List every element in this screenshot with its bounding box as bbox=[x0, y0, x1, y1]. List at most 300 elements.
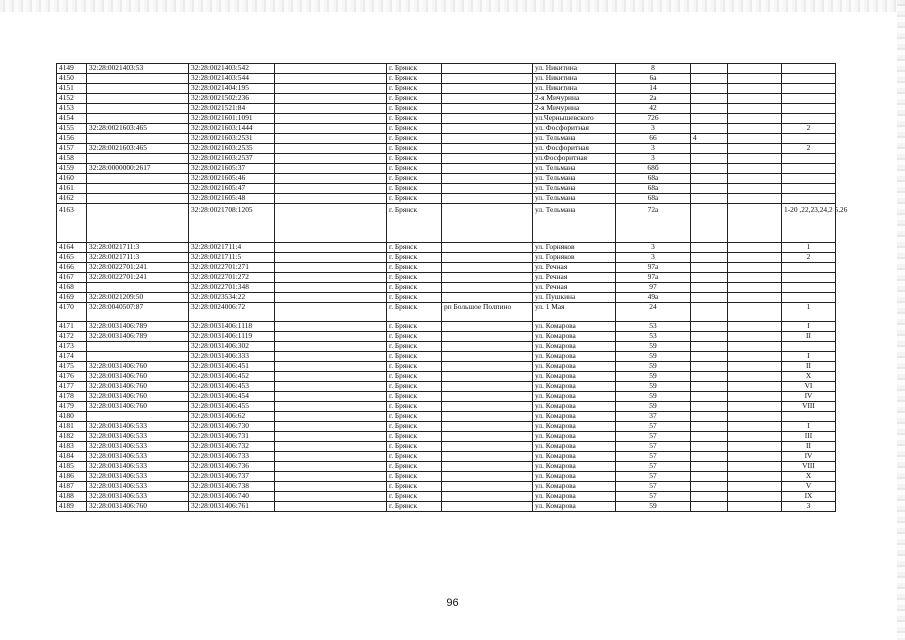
cell-house: 24 bbox=[616, 303, 691, 322]
cell-loc bbox=[442, 332, 533, 342]
cell-c bbox=[275, 332, 387, 342]
cell-g bbox=[728, 372, 782, 382]
table-row bbox=[57, 492, 836, 502]
page-number: 96 bbox=[446, 597, 459, 609]
cell-a bbox=[87, 94, 189, 104]
cell-a: 32:28:0021403:53 bbox=[87, 64, 189, 74]
cell-c bbox=[275, 114, 387, 124]
cell-c bbox=[275, 462, 387, 472]
cell-city: г. Брянск bbox=[387, 74, 442, 84]
cell-b: 32:28:0021711:5 bbox=[189, 253, 275, 263]
cell-h: I bbox=[782, 322, 836, 332]
cell-a: 32:28:0021711:3 bbox=[87, 253, 189, 263]
cell-city: г. Брянск bbox=[387, 204, 442, 243]
cell-b: 32:28:0031406:732 bbox=[189, 442, 275, 452]
cell-street: ул. Речная bbox=[533, 283, 616, 293]
cell-g bbox=[728, 154, 782, 164]
cell-n: 4163 bbox=[57, 204, 87, 243]
cell-house: 726 bbox=[616, 114, 691, 124]
cell-c bbox=[275, 342, 387, 352]
cell-c bbox=[275, 194, 387, 204]
cell-house: 68а bbox=[616, 174, 691, 184]
cell-f bbox=[691, 84, 728, 94]
table-row bbox=[57, 372, 836, 382]
cell-g bbox=[728, 263, 782, 273]
cell-loc bbox=[442, 402, 533, 412]
cell-street: ул. Тельмана bbox=[533, 204, 616, 243]
cell-city: г. Брянск bbox=[387, 104, 442, 114]
cell-n: 4186 bbox=[57, 472, 87, 482]
cell-city: г. Брянск bbox=[387, 293, 442, 303]
cell-g bbox=[728, 342, 782, 352]
cell-house: 59 bbox=[616, 502, 691, 512]
cell-f bbox=[691, 184, 728, 194]
cell-b: 32:28:0031406:453 bbox=[189, 382, 275, 392]
cell-f: 4 bbox=[691, 134, 728, 144]
cell-loc bbox=[442, 412, 533, 422]
cell-house: 57 bbox=[616, 482, 691, 492]
cell-city: г. Брянск bbox=[387, 372, 442, 382]
cell-street: ул. Комарова bbox=[533, 342, 616, 352]
cell-g bbox=[728, 422, 782, 432]
cell-n: 4150 bbox=[57, 74, 87, 84]
cell-c bbox=[275, 94, 387, 104]
cell-h: VIII bbox=[782, 462, 836, 472]
cell-g bbox=[728, 392, 782, 402]
cell-h bbox=[782, 114, 836, 124]
cell-a: 32:28:0031406:533 bbox=[87, 492, 189, 502]
cell-b: 32:28:0021603:1444 bbox=[189, 124, 275, 134]
cell-city: г. Брянск bbox=[387, 243, 442, 253]
cell-b: 32:28:0031406:738 bbox=[189, 482, 275, 492]
cell-h: V bbox=[782, 482, 836, 492]
table-row bbox=[57, 164, 836, 174]
table-row bbox=[57, 422, 836, 432]
cell-g bbox=[728, 362, 782, 372]
cell-loc bbox=[442, 184, 533, 194]
cell-b: 32:28:0021603:2535 bbox=[189, 144, 275, 154]
cell-street: ул.Чернышевского bbox=[533, 114, 616, 124]
cell-house: 59 bbox=[616, 342, 691, 352]
cell-street: ул. Комарова bbox=[533, 412, 616, 422]
cell-n: 4169 bbox=[57, 293, 87, 303]
cell-city: г. Брянск bbox=[387, 263, 442, 273]
cell-h: II bbox=[782, 442, 836, 452]
cell-a: 32:28:0031406:760 bbox=[87, 402, 189, 412]
cell-street: ул. 1 Мая bbox=[533, 303, 616, 322]
table-row bbox=[57, 452, 836, 462]
cell-f bbox=[691, 442, 728, 452]
cell-h: VI bbox=[782, 382, 836, 392]
cell-street: ул. Горняков bbox=[533, 253, 616, 263]
cell-house: 14 bbox=[616, 84, 691, 94]
cell-street: ул. Фосфоритная bbox=[533, 124, 616, 134]
table-row bbox=[57, 342, 836, 352]
table-row bbox=[57, 174, 836, 184]
cell-g bbox=[728, 293, 782, 303]
table-row bbox=[57, 134, 836, 144]
table-row bbox=[57, 84, 836, 94]
table-row bbox=[57, 442, 836, 452]
cell-g bbox=[728, 352, 782, 362]
cell-a: 32:28:0031406:533 bbox=[87, 432, 189, 442]
cell-house: 3 bbox=[616, 253, 691, 263]
cell-c bbox=[275, 144, 387, 154]
cell-house: 53 bbox=[616, 332, 691, 342]
cell-g bbox=[728, 412, 782, 422]
cell-h bbox=[782, 194, 836, 204]
cell-n: 4159 bbox=[57, 164, 87, 174]
cell-a bbox=[87, 204, 189, 243]
cell-street: ул. Комарова bbox=[533, 482, 616, 492]
cell-house: 59 bbox=[616, 362, 691, 372]
cell-c bbox=[275, 362, 387, 372]
table-row bbox=[57, 273, 836, 283]
cell-h: 1 bbox=[782, 303, 836, 322]
cell-house: 57 bbox=[616, 472, 691, 482]
cell-g bbox=[728, 144, 782, 154]
cell-h bbox=[782, 342, 836, 352]
cell-loc bbox=[442, 273, 533, 283]
cell-f bbox=[691, 502, 728, 512]
cell-n: 4177 bbox=[57, 382, 87, 392]
cell-h bbox=[782, 74, 836, 84]
cell-c bbox=[275, 303, 387, 322]
cell-g bbox=[728, 124, 782, 134]
cell-city: г. Брянск bbox=[387, 502, 442, 512]
cell-f bbox=[691, 194, 728, 204]
cell-house: 59 bbox=[616, 352, 691, 362]
cell-house: 57 bbox=[616, 462, 691, 472]
cell-loc bbox=[442, 243, 533, 253]
cell-h: VIII bbox=[782, 402, 836, 412]
cell-street: ул. Никитина bbox=[533, 74, 616, 84]
table-row bbox=[57, 303, 836, 322]
cell-f bbox=[691, 452, 728, 462]
cell-house: 53 bbox=[616, 322, 691, 332]
cell-c bbox=[275, 352, 387, 362]
cell-street: ул. Комарова bbox=[533, 442, 616, 452]
cell-city: г. Брянск bbox=[387, 462, 442, 472]
cell-street: ул. Комарова bbox=[533, 452, 616, 462]
cell-b: 32:28:0031406:737 bbox=[189, 472, 275, 482]
cell-loc bbox=[442, 253, 533, 263]
cell-b: 32:28:0031406:731 bbox=[189, 432, 275, 442]
register-table bbox=[56, 63, 848, 512]
cell-loc bbox=[442, 94, 533, 104]
cell-city: г. Брянск bbox=[387, 402, 442, 412]
cell-a: 32:28:0021209:50 bbox=[87, 293, 189, 303]
cell-f bbox=[691, 432, 728, 442]
cell-b: 32:28:0031406:333 bbox=[189, 352, 275, 362]
table-row bbox=[57, 482, 836, 492]
cell-g bbox=[728, 174, 782, 184]
cell-c bbox=[275, 412, 387, 422]
cell-loc bbox=[442, 283, 533, 293]
cell-h: I bbox=[782, 422, 836, 432]
cell-city: г. Брянск bbox=[387, 432, 442, 442]
cell-g bbox=[728, 64, 782, 74]
cell-n: 4181 bbox=[57, 422, 87, 432]
cell-street: ул. Горняков bbox=[533, 243, 616, 253]
cell-house: 59 bbox=[616, 372, 691, 382]
table-row bbox=[57, 502, 836, 512]
cell-a bbox=[87, 84, 189, 94]
cell-loc bbox=[442, 134, 533, 144]
cell-loc bbox=[442, 362, 533, 372]
cell-a: 32:28:0031406:533 bbox=[87, 482, 189, 492]
cell-a bbox=[87, 283, 189, 293]
cell-loc bbox=[442, 342, 533, 352]
cell-n: 4187 bbox=[57, 482, 87, 492]
table-row bbox=[57, 194, 836, 204]
cell-a: 32:28:0031406:760 bbox=[87, 382, 189, 392]
cell-h bbox=[782, 104, 836, 114]
cell-a: 32:28:0031406:533 bbox=[87, 422, 189, 432]
cell-house: 68б bbox=[616, 164, 691, 174]
cell-n: 4172 bbox=[57, 332, 87, 342]
cell-a: 32:28:0021603:465 bbox=[87, 144, 189, 154]
table-row bbox=[57, 94, 836, 104]
cell-loc bbox=[442, 84, 533, 94]
cell-n: 4152 bbox=[57, 94, 87, 104]
cell-house: 3 bbox=[616, 144, 691, 154]
cell-f bbox=[691, 352, 728, 362]
table-row bbox=[57, 412, 836, 422]
cell-city: г. Брянск bbox=[387, 342, 442, 352]
cell-f bbox=[691, 322, 728, 332]
table-row bbox=[57, 472, 836, 482]
cell-n: 4155 bbox=[57, 124, 87, 134]
cell-b: 32:28:0021605:37 bbox=[189, 164, 275, 174]
cell-c bbox=[275, 482, 387, 492]
cell-city: г. Брянск bbox=[387, 392, 442, 402]
cell-b: 32:28:0031406:455 bbox=[189, 402, 275, 412]
cell-loc bbox=[442, 174, 533, 184]
cell-f bbox=[691, 472, 728, 482]
cell-street: ул.Фосфоритная bbox=[533, 154, 616, 164]
cell-g bbox=[728, 134, 782, 144]
cell-house: 57 bbox=[616, 432, 691, 442]
table-row bbox=[57, 104, 836, 114]
cell-n: 4188 bbox=[57, 492, 87, 502]
cell-loc bbox=[442, 293, 533, 303]
cell-f bbox=[691, 64, 728, 74]
cell-f bbox=[691, 124, 728, 134]
cell-g bbox=[728, 74, 782, 84]
cell-n: 4174 bbox=[57, 352, 87, 362]
cell-b: 32:28:0021711:4 bbox=[189, 243, 275, 253]
table-row bbox=[57, 253, 836, 263]
cell-h: X bbox=[782, 472, 836, 482]
cell-city: г. Брянск bbox=[387, 194, 442, 204]
cell-a bbox=[87, 412, 189, 422]
cell-h bbox=[782, 412, 836, 422]
cell-n: 4185 bbox=[57, 462, 87, 472]
cell-c bbox=[275, 74, 387, 84]
cell-n: 4170 bbox=[57, 303, 87, 322]
cell-house: 97 bbox=[616, 283, 691, 293]
table-row bbox=[57, 293, 836, 303]
cell-n: 4153 bbox=[57, 104, 87, 114]
cell-house: 66 bbox=[616, 134, 691, 144]
cell-loc bbox=[442, 154, 533, 164]
cell-house: 68а bbox=[616, 194, 691, 204]
cell-f bbox=[691, 382, 728, 392]
cell-n: 4151 bbox=[57, 84, 87, 94]
cell-house: 59 bbox=[616, 382, 691, 392]
cell-street: ул. Комарова bbox=[533, 472, 616, 482]
cell-loc: рп Большое Полпино bbox=[442, 303, 533, 322]
cell-f bbox=[691, 204, 728, 243]
table-row bbox=[57, 283, 836, 293]
cell-street: ул. Комарова bbox=[533, 372, 616, 382]
cell-loc bbox=[442, 432, 533, 442]
cell-h bbox=[782, 94, 836, 104]
cell-loc bbox=[442, 382, 533, 392]
cell-city: г. Брянск bbox=[387, 64, 442, 74]
cell-city: г. Брянск bbox=[387, 362, 442, 372]
cell-loc bbox=[442, 322, 533, 332]
cell-house: 57 bbox=[616, 422, 691, 432]
cell-house: 2а bbox=[616, 94, 691, 104]
cell-house: 8 bbox=[616, 64, 691, 74]
cell-g bbox=[728, 253, 782, 263]
cell-f bbox=[691, 154, 728, 164]
cell-street: ул. Комарова bbox=[533, 362, 616, 372]
cell-house: 42 bbox=[616, 104, 691, 114]
cell-g bbox=[728, 104, 782, 114]
cell-c bbox=[275, 283, 387, 293]
cell-f bbox=[691, 362, 728, 372]
table-row bbox=[57, 402, 836, 412]
cell-h: 2 bbox=[782, 124, 836, 134]
cell-n: 4184 bbox=[57, 452, 87, 462]
cell-a: 32:28:0031406:533 bbox=[87, 452, 189, 462]
cell-c bbox=[275, 472, 387, 482]
cell-house: 3 bbox=[616, 154, 691, 164]
cell-h: 3 bbox=[782, 502, 836, 512]
cell-loc bbox=[442, 372, 533, 382]
cell-city: г. Брянск bbox=[387, 452, 442, 462]
cell-a: 32:28:0031406:760 bbox=[87, 372, 189, 382]
cell-f bbox=[691, 412, 728, 422]
cell-g bbox=[728, 452, 782, 462]
cell-city: г. Брянск bbox=[387, 174, 442, 184]
cell-city: г. Брянск bbox=[387, 422, 442, 432]
cell-h bbox=[782, 273, 836, 283]
cell-b: 32:28:0021403:544 bbox=[189, 74, 275, 84]
cell-h: IX bbox=[782, 492, 836, 502]
cell-h: 2 bbox=[782, 144, 836, 154]
cell-c bbox=[275, 492, 387, 502]
cell-h: II bbox=[782, 362, 836, 372]
table-row bbox=[57, 322, 836, 332]
cell-loc bbox=[442, 502, 533, 512]
cell-loc bbox=[442, 194, 533, 204]
cell-house: 57 bbox=[616, 452, 691, 462]
table-row bbox=[57, 362, 836, 372]
cell-b: 32:28:0031406:1119 bbox=[189, 332, 275, 342]
cell-house: 3 bbox=[616, 243, 691, 253]
cell-street: ул. Комарова bbox=[533, 322, 616, 332]
cell-b: 32:28:0031406:730 bbox=[189, 422, 275, 432]
table-row bbox=[57, 352, 836, 362]
cell-house: 57 bbox=[616, 442, 691, 452]
cell-f bbox=[691, 114, 728, 124]
table-row bbox=[57, 74, 836, 84]
cell-b: 32:28:0022701:271 bbox=[189, 263, 275, 273]
cell-h: IV bbox=[782, 392, 836, 402]
cell-a: 32:28:0022701:241 bbox=[87, 273, 189, 283]
cell-g bbox=[728, 462, 782, 472]
cell-c bbox=[275, 422, 387, 432]
cell-g bbox=[728, 164, 782, 174]
table-row bbox=[57, 243, 836, 253]
cell-a: 32:28:0031406:760 bbox=[87, 392, 189, 402]
cell-g bbox=[728, 492, 782, 502]
cell-n: 4178 bbox=[57, 392, 87, 402]
cell-g bbox=[728, 243, 782, 253]
cell-house: 3 bbox=[616, 124, 691, 134]
cell-street: ул. Комарова bbox=[533, 402, 616, 412]
cell-city: г. Брянск bbox=[387, 472, 442, 482]
cell-h bbox=[782, 174, 836, 184]
cell-n: 4173 bbox=[57, 342, 87, 352]
cell-city: г. Брянск bbox=[387, 352, 442, 362]
cell-b: 32:28:0021603:2531 bbox=[189, 134, 275, 144]
cell-street: ул. Фосфоритная bbox=[533, 144, 616, 154]
cell-n: 4175 bbox=[57, 362, 87, 372]
cell-loc bbox=[442, 144, 533, 154]
cell-c bbox=[275, 372, 387, 382]
cell-g bbox=[728, 502, 782, 512]
cell-c bbox=[275, 124, 387, 134]
cell-b: 32:28:0021521:84 bbox=[189, 104, 275, 114]
cell-a bbox=[87, 174, 189, 184]
cell-n: 4164 bbox=[57, 243, 87, 253]
cell-b: 32:28:0031406:1118 bbox=[189, 322, 275, 332]
table-row bbox=[57, 154, 836, 164]
cell-f bbox=[691, 293, 728, 303]
cell-h: 1 bbox=[782, 243, 836, 253]
cell-street: ул. Комарова bbox=[533, 422, 616, 432]
cell-f bbox=[691, 342, 728, 352]
cell-b: 32:28:0021502:236 bbox=[189, 94, 275, 104]
cell-street: 2-я Мичурина bbox=[533, 104, 616, 114]
cell-n: 4176 bbox=[57, 372, 87, 382]
cell-b: 32:28:0021605:46 bbox=[189, 174, 275, 184]
cell-f bbox=[691, 372, 728, 382]
cell-n: 4171 bbox=[57, 322, 87, 332]
cell-g bbox=[728, 184, 782, 194]
cell-a bbox=[87, 114, 189, 124]
cell-g bbox=[728, 442, 782, 452]
scan-noise-top bbox=[0, 0, 905, 12]
cell-b: 32:28:0021403:542 bbox=[189, 64, 275, 74]
cell-n: 4165 bbox=[57, 253, 87, 263]
cell-street: ул. Комарова bbox=[533, 432, 616, 442]
cell-n: 4179 bbox=[57, 402, 87, 412]
cell-street: ул. Никитина bbox=[533, 84, 616, 94]
cell-loc bbox=[442, 164, 533, 174]
cell-c bbox=[275, 322, 387, 332]
cell-f bbox=[691, 263, 728, 273]
cell-street: ул. Комарова bbox=[533, 352, 616, 362]
cell-house: 59 bbox=[616, 402, 691, 412]
cell-a bbox=[87, 74, 189, 84]
cell-g bbox=[728, 322, 782, 332]
